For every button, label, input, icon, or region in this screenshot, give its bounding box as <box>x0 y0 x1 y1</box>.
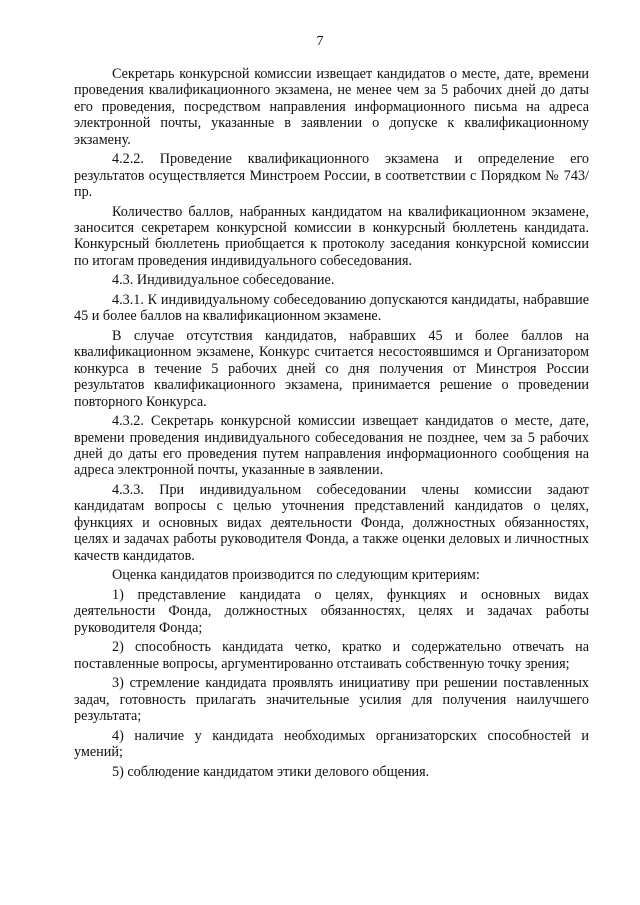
paragraph-no-candidates: В случае отсутствия кандидатов, набравших 45 и более баллов на квалификационном экзамене, Конкурс считается несостоявшимся и Организатором конкурса в течение 5 рабочих дней со дня получения от Минстроя России результатов квалификационного экзамена, принимается решение о проведении повторного Конкурса. <box>74 328 589 410</box>
document-body <box>74 66 589 783</box>
criterion-4: 4) наличие у кандидата необходимых организаторских способностей и умений; <box>74 727 589 761</box>
paragraph-4-3-1: 4.3.1. К индивидуальному собеседованию допускаются кандидаты, набравшие 45 и более баллов на квалификационном экзамене. <box>74 292 589 325</box>
page-number: 7 <box>316 34 324 49</box>
paragraph-4-2-2: 4.2.2. Проведение квалификационного экзамена и определение его результатов осуществляется Минстроем России, в соответствии с Порядком № 743/пр. <box>74 151 589 201</box>
section-heading-4-3: 4.3. Индивидуальное собеседование. <box>112 272 335 289</box>
paragraph-exam-score-ballot: Количество баллов, набранных кандидатом на квалификационном экзамене, заносится секретарем конкурсной комиссии в конкурсный бюллетень кандидата. Конкурсный бюллетень приобщается к протоколу заседания конкурсной комиссии по итогам проведения индивидуального собеседования. <box>74 203 589 269</box>
paragraph-4-3-2: 4.3.2. Секретарь конкурсной комиссии извещает кандидатов о месте, дате, времени проведения индивидуального собеседования не позднее, чем за 5 рабочих дней до даты его проведения путем направления информационного сообщения на адреса электронной почты, указанные в заявлении. <box>74 413 589 479</box>
criterion-5: 5) соблюдение кандидатом этики делового общения. <box>112 763 430 780</box>
paragraph-criteria-intro: Оценка кандидатов производится по следующим критериям: <box>112 567 480 584</box>
criterion-3: 3) стремление кандидата проявлять инициативу при решении поставленных задач, готовность прилагать значительные усилия для получения наилучшего результата; <box>74 675 589 725</box>
paragraph-4-3-3: 4.3.3. При индивидуальном собеседовании члены комиссии задают кандидатам вопросы с целью уточнения представлений кандидатов о целях, функциях и основных видах деятельности Фонда, должностных обязанностях, целях и задачах работы руководителя Фонда, а также оценки деловых и личностных качеств кандидатов. <box>74 482 589 564</box>
paragraph-secretary-exam-notice: Секретарь конкурсной комиссии извещает кандидатов о месте, дате, времени проведения квалификационного экзамена, не менее чем за 5 рабочих дней до даты его проведения, посредством направления информационного письма на адреса электронной почты, указанные в заявлении о допуске к квалификационному экзамену. <box>74 66 589 148</box>
criterion-1: 1) представление кандидата о целях, функциях и основных видах деятельности Фонда, должностных обязанностях, целях и задачах работы руководителя Фонда; <box>74 586 589 636</box>
criterion-2: 2) способность кандидата четко, кратко и содержательно отвечать на поставленные вопросы, аргументированно отстаивать собственную точку зрения; <box>74 639 589 672</box>
